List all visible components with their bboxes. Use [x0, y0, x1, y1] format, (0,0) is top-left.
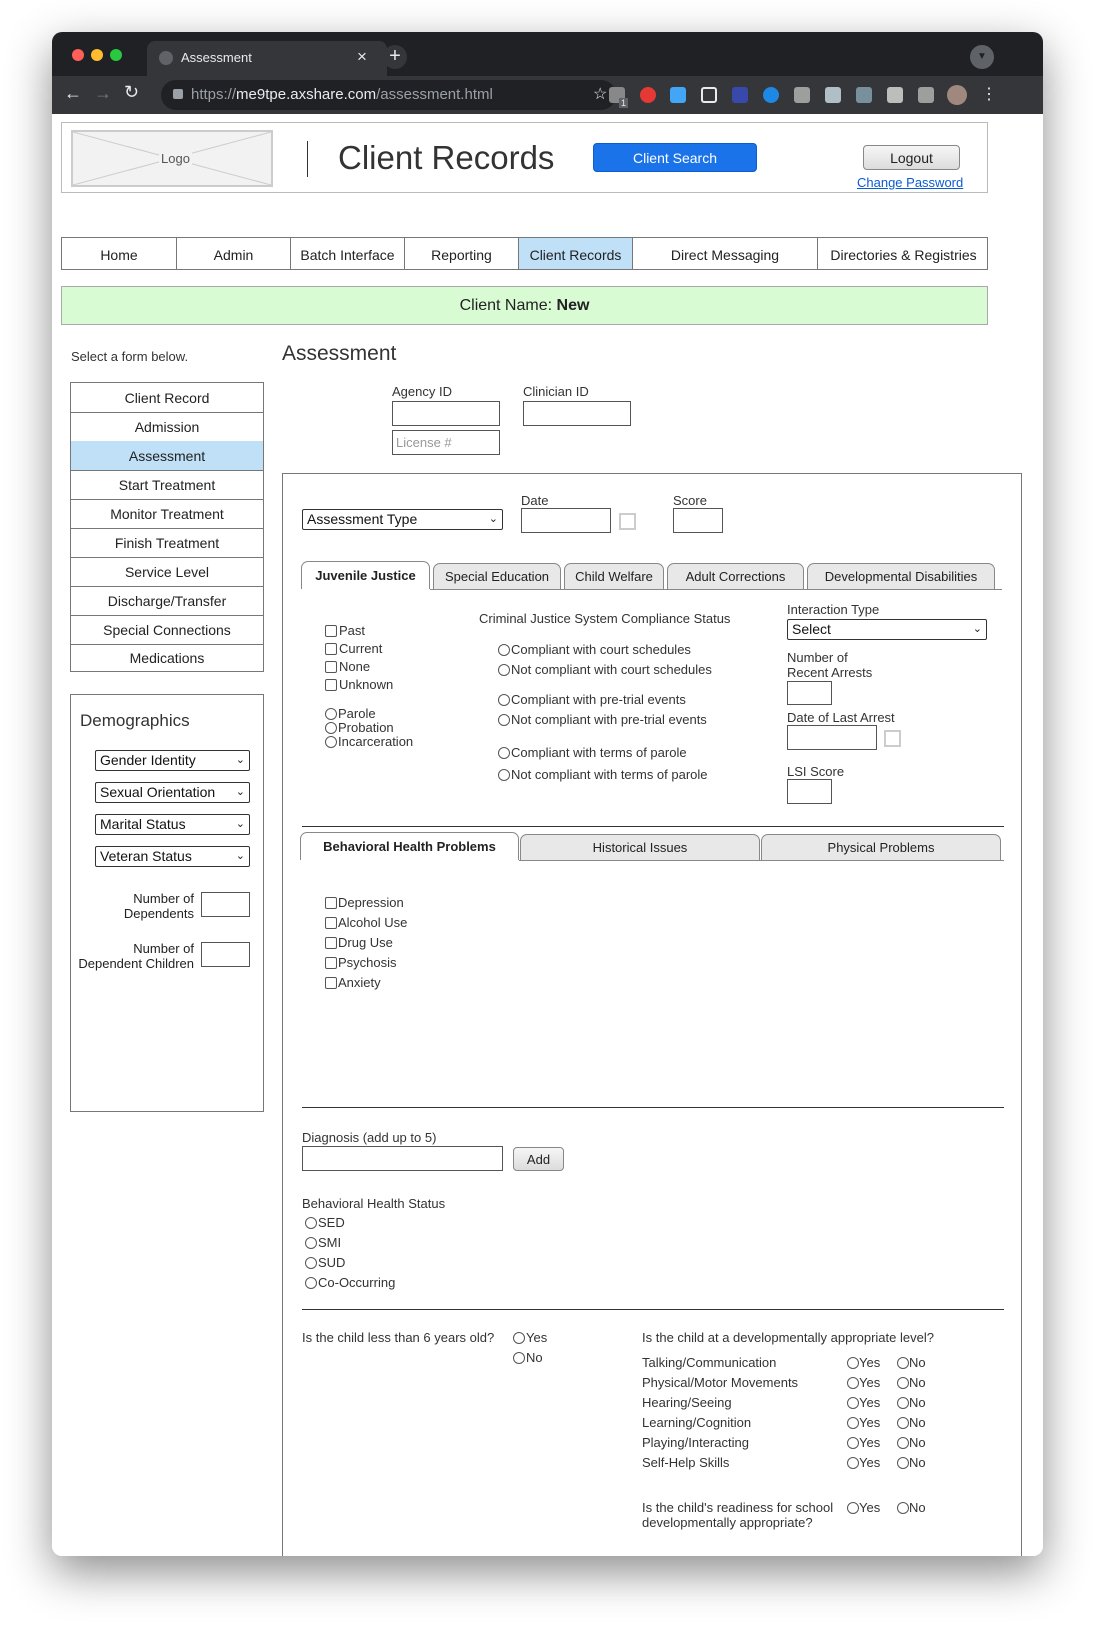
assessment-title: Assessment	[282, 342, 397, 365]
logo-placeholder	[71, 130, 273, 187]
form-item-monitor-treatment[interactable]: Monitor Treatment	[71, 499, 263, 529]
under-six-question: Is the child less than 6 years old?	[302, 1330, 495, 1345]
demographics-title: Demographics	[80, 711, 190, 730]
extension-bird-icon[interactable]	[794, 87, 810, 103]
profile-avatar[interactable]	[947, 85, 967, 105]
form-item-admission[interactable]: Admission	[71, 412, 263, 442]
assessment-type-select[interactable]: Assessment Type ⌄	[302, 509, 503, 530]
physical-no-radio[interactable]	[897, 1377, 909, 1389]
probation-label: Probation	[338, 720, 394, 735]
physical-yes-label: Yes	[859, 1375, 881, 1390]
talking-no-label: No	[909, 1355, 926, 1370]
nav-home[interactable]: Home	[62, 238, 177, 270]
dev-item-label: Physical/Motor Movements	[642, 1375, 799, 1390]
none-checkbox[interactable]	[325, 661, 337, 673]
form-list	[70, 382, 264, 672]
extensions-puzzle-icon[interactable]	[887, 87, 903, 103]
alcohol-use-label: Alcohol Use	[338, 915, 408, 930]
tab-historical-issues[interactable]: Historical Issues	[520, 834, 760, 860]
tab-child-welfare[interactable]: Child Welfare	[564, 563, 664, 589]
current-label: Current	[339, 641, 383, 656]
add-diagnosis-button[interactable]: Add	[513, 1147, 564, 1171]
page-title: Client Records	[338, 139, 555, 176]
parole-label: Parole	[338, 706, 376, 721]
tab-adult-corrections[interactable]: Adult Corrections	[667, 563, 804, 589]
smi-radio[interactable]	[305, 1237, 317, 1249]
close-tab-icon[interactable]: ×	[357, 47, 367, 66]
url-text: https://me9tpe.axshare.com/assessment.html	[191, 86, 493, 103]
psychosis-label: Psychosis	[338, 955, 397, 970]
talking-yes-label: Yes	[859, 1355, 881, 1370]
depression-label: Depression	[338, 895, 404, 910]
client-name-value: New	[556, 296, 590, 314]
gender-identity-select[interactable]: Gender Identity ⌄	[95, 750, 250, 771]
globe-icon	[159, 51, 173, 65]
change-password-link[interactable]: Change Password	[857, 175, 964, 190]
address-bar[interactable]	[161, 80, 616, 110]
chevron-down-icon: ⌄	[235, 850, 245, 862]
reading-list-icon[interactable]	[918, 87, 934, 103]
lock-icon	[173, 89, 183, 99]
tab-special-education[interactable]: Special Education	[433, 563, 561, 589]
talking-no-radio[interactable]	[897, 1357, 909, 1369]
tab-search-icon[interactable]: ▼	[970, 45, 994, 69]
extension-messenger-icon[interactable]	[763, 87, 779, 103]
form-item-start-treatment[interactable]: Start Treatment	[71, 470, 263, 500]
dependents-input[interactable]	[201, 892, 250, 917]
client-name-banner	[61, 286, 988, 325]
last-arrest-input[interactable]	[787, 725, 877, 750]
hearing-no-radio[interactable]	[897, 1397, 909, 1409]
learning-yes-label: Yes	[859, 1415, 881, 1430]
tab-baseline	[519, 860, 1004, 861]
chevron-down-icon: ⌄	[235, 818, 245, 830]
nav-direct-messaging[interactable]: Direct Messaging	[633, 238, 818, 270]
dependents-label: Number of Dependents	[123, 891, 194, 921]
under-six-no-radio[interactable]	[513, 1352, 525, 1364]
compliant-parole-label: Compliant with terms of parole	[511, 745, 687, 760]
extension-screenshot-icon[interactable]	[701, 87, 717, 103]
physical-yes-radio[interactable]	[847, 1377, 859, 1389]
compliant-court-radio[interactable]	[498, 644, 510, 656]
learning-no-radio[interactable]	[897, 1417, 909, 1429]
parole-radio[interactable]	[325, 708, 337, 720]
current-checkbox[interactable]	[325, 643, 337, 655]
browser-tab[interactable]	[147, 41, 387, 76]
incarceration-label: Incarceration	[338, 734, 414, 749]
depression-checkbox[interactable]	[325, 897, 337, 909]
under-six-yes-radio[interactable]	[513, 1332, 525, 1344]
more-menu-icon[interactable]: ⋮	[981, 86, 997, 103]
playing-yes-radio[interactable]	[847, 1437, 859, 1449]
agency-id-input[interactable]	[392, 401, 500, 426]
page-content	[52, 114, 1043, 1556]
co-occurring-label: Co-Occurring	[318, 1275, 396, 1290]
reload-icon[interactable]: ↻	[124, 82, 140, 102]
unknown-label: Unknown	[339, 677, 394, 692]
smi-label: SMI	[318, 1235, 342, 1250]
chevron-down-icon: ⌄	[488, 513, 498, 525]
last-arrest-label: Date of Last Arrest	[787, 710, 895, 725]
school-no-radio[interactable]	[897, 1502, 909, 1514]
extension-image-icon[interactable]	[825, 87, 841, 103]
under-six-no-label: No	[526, 1350, 543, 1365]
browser-window	[52, 32, 1043, 1556]
interaction-type-label: Interaction Type	[787, 602, 880, 617]
dev-item-label: Self-Help Skills	[642, 1455, 730, 1470]
tab-title: Assessment	[181, 50, 252, 65]
recent-arrests-label: Number of Recent Arrests	[787, 650, 873, 680]
bookmark-star-icon[interactable]: ☆	[593, 86, 608, 103]
not-compliant-parole-label: Not compliant with terms of parole	[511, 767, 708, 782]
header-divider	[307, 141, 308, 177]
clinician-id-input[interactable]	[523, 401, 631, 426]
form-item-client-record[interactable]: Client Record	[71, 383, 263, 413]
co-occurring-radio[interactable]	[305, 1277, 317, 1289]
minimize-window-button[interactable]	[91, 49, 103, 61]
drug-use-label: Drug Use	[338, 935, 393, 950]
not-compliant-court-label: Not compliant with court schedules	[511, 662, 712, 677]
back-icon[interactable]: ←	[64, 83, 82, 103]
client-search-button[interactable]: Client Search	[593, 143, 757, 172]
hearing-yes-label: Yes	[859, 1395, 881, 1410]
lsi-score-label: LSI Score	[787, 764, 845, 779]
assessment-panel	[282, 473, 1022, 1556]
selfhelp-no-label: No	[909, 1455, 926, 1470]
sexual-orientation-select[interactable]: Sexual Orientation ⌄	[95, 782, 250, 803]
form-item-discharge-transfer[interactable]: Discharge/Transfer	[71, 586, 263, 616]
under-six-yes-label: Yes	[526, 1330, 548, 1345]
talking-yes-radio[interactable]	[847, 1357, 859, 1369]
compliant-pretrial-radio[interactable]	[498, 694, 510, 706]
anxiety-label: Anxiety	[338, 975, 381, 990]
agency-id-label: Agency ID	[392, 384, 452, 399]
hearing-no-label: No	[909, 1395, 926, 1410]
select-form-prompt: Select a form below.	[71, 349, 189, 364]
compliant-parole-radio[interactable]	[498, 747, 510, 759]
new-tab-button[interactable]: +	[383, 45, 407, 69]
dev-item-label: Learning/Cognition	[642, 1415, 752, 1430]
extension-k-icon[interactable]	[856, 87, 872, 103]
chevron-down-icon: ⌄	[972, 623, 982, 635]
selfhelp-no-radio[interactable]	[897, 1457, 909, 1469]
extension-badge: 1	[621, 98, 627, 108]
compliant-court-label: Compliant with court schedules	[511, 642, 691, 657]
drug-use-checkbox[interactable]	[325, 937, 337, 949]
date-label: Date	[521, 493, 549, 508]
nav-reporting[interactable]: Reporting	[405, 238, 519, 270]
tab-physical-problems[interactable]: Physical Problems	[761, 834, 1001, 860]
score-input[interactable]	[673, 508, 723, 533]
compliance-title: Criminal Justice System Compliance Status	[479, 611, 731, 626]
anxiety-checkbox[interactable]	[325, 977, 337, 989]
not-compliant-pretrial-radio[interactable]	[498, 714, 510, 726]
main-nav	[61, 237, 988, 270]
chevron-down-icon: ⌄	[235, 786, 245, 798]
learning-no-label: No	[909, 1415, 926, 1430]
license-number-input[interactable]: License #	[392, 430, 500, 455]
chevron-down-icon: ⌄	[235, 754, 245, 766]
sud-label: SUD	[318, 1255, 346, 1270]
logout-button[interactable]: Logout	[863, 145, 960, 170]
dev-item-label: Talking/Communication	[642, 1355, 777, 1370]
browser-tab-bar	[52, 32, 1043, 76]
probation-radio[interactable]	[325, 722, 337, 734]
dependent-children-label: Number of Dependent Children	[78, 941, 194, 971]
date-input[interactable]	[521, 508, 611, 533]
compliant-pretrial-label: Compliant with pre-trial events	[511, 692, 686, 707]
sud-radio[interactable]	[305, 1257, 317, 1269]
calendar-icon[interactable]	[619, 513, 636, 530]
not-compliant-court-radio[interactable]	[498, 664, 510, 676]
school-readiness-question: Is the child's readiness for school developmentally appropriate?	[642, 1500, 834, 1530]
extension-gem-icon[interactable]	[670, 87, 686, 103]
section-divider	[302, 1107, 1004, 1108]
section-divider	[302, 826, 1004, 827]
hearing-yes-radio[interactable]	[847, 1397, 859, 1409]
close-window-button[interactable]	[72, 49, 84, 61]
diagnosis-label: Diagnosis (add up to 5)	[302, 1130, 437, 1145]
nav-directories-registries[interactable]: Directories & Registries	[830, 246, 977, 263]
recent-arrests-input[interactable]	[787, 681, 832, 705]
physical-no-label: No	[909, 1375, 926, 1390]
client-name-label: Client Name:	[459, 296, 553, 314]
not-compliant-pretrial-label: Not compliant with pre-trial events	[511, 712, 707, 727]
diagnosis-input[interactable]	[302, 1146, 503, 1171]
calendar-icon[interactable]	[884, 730, 901, 747]
nav-admin[interactable]: Admin	[177, 238, 291, 270]
header	[61, 122, 988, 193]
tab-juvenile-justice[interactable]: Juvenile Justice	[301, 561, 430, 589]
incarceration-radio[interactable]	[325, 736, 337, 748]
form-item-assessment[interactable]: Assessment	[71, 441, 263, 471]
tab-behavioral-health-problems[interactable]: Behavioral Health Problems	[300, 832, 519, 860]
lsi-score-input[interactable]	[787, 779, 832, 804]
playing-no-radio[interactable]	[897, 1437, 909, 1449]
dev-item-label: Hearing/Seeing	[642, 1395, 732, 1410]
sed-label: SED	[318, 1215, 345, 1230]
extension-stop-icon[interactable]	[640, 87, 656, 103]
form-item-medications[interactable]: Medications	[129, 650, 205, 666]
logo-text: Logo	[161, 151, 190, 166]
clinician-id-label: Clinician ID	[523, 384, 589, 399]
not-compliant-parole-radio[interactable]	[498, 769, 510, 781]
nav-batch-interface[interactable]: Batch Interface	[291, 238, 405, 270]
tab-developmental-disabilities[interactable]: Developmental Disabilities	[807, 563, 995, 589]
developmental-question: Is the child at a developmentally appropriate level?	[642, 1330, 934, 1345]
score-label: Score	[673, 493, 707, 508]
interaction-type-select[interactable]: Select ⌄	[787, 619, 987, 640]
forward-icon[interactable]: →	[94, 83, 112, 103]
marital-status-select[interactable]: Marital Status ⌄	[95, 814, 250, 835]
section-divider	[302, 1309, 1004, 1310]
maximize-window-button[interactable]	[110, 49, 122, 61]
dev-item-label: Playing/Interacting	[642, 1435, 749, 1450]
unknown-checkbox[interactable]	[325, 679, 337, 691]
demographics-panel	[70, 694, 264, 1112]
none-label: None	[339, 659, 371, 674]
playing-no-label: No	[909, 1435, 926, 1450]
psychosis-checkbox[interactable]	[325, 957, 337, 969]
selfhelp-yes-label: Yes	[859, 1455, 881, 1470]
veteran-status-select[interactable]: Veteran Status ⌄	[95, 846, 250, 867]
past-label: Past	[339, 623, 366, 638]
tab-baseline	[430, 589, 1002, 590]
playing-yes-label: Yes	[859, 1435, 881, 1450]
school-no-label: No	[909, 1500, 926, 1515]
dependent-children-input[interactable]	[201, 942, 250, 967]
school-yes-label: Yes	[859, 1500, 881, 1515]
past-checkbox[interactable]	[325, 625, 337, 637]
form-item-special-connections[interactable]: Special Connections	[71, 615, 263, 645]
school-yes-radio[interactable]	[847, 1502, 859, 1514]
bh-status-label: Behavioral Health Status	[302, 1196, 446, 1211]
nav-client-records[interactable]: Client Records	[519, 238, 633, 270]
form-item-finish-treatment[interactable]: Finish Treatment	[71, 528, 263, 558]
browser-toolbar	[52, 76, 1043, 114]
learning-yes-radio[interactable]	[847, 1417, 859, 1429]
alcohol-use-checkbox[interactable]	[325, 917, 337, 929]
selfhelp-yes-radio[interactable]	[847, 1457, 859, 1469]
form-item-service-level[interactable]: Service Level	[71, 557, 263, 587]
extension-u-icon[interactable]	[732, 87, 748, 103]
sed-radio[interactable]	[305, 1217, 317, 1229]
